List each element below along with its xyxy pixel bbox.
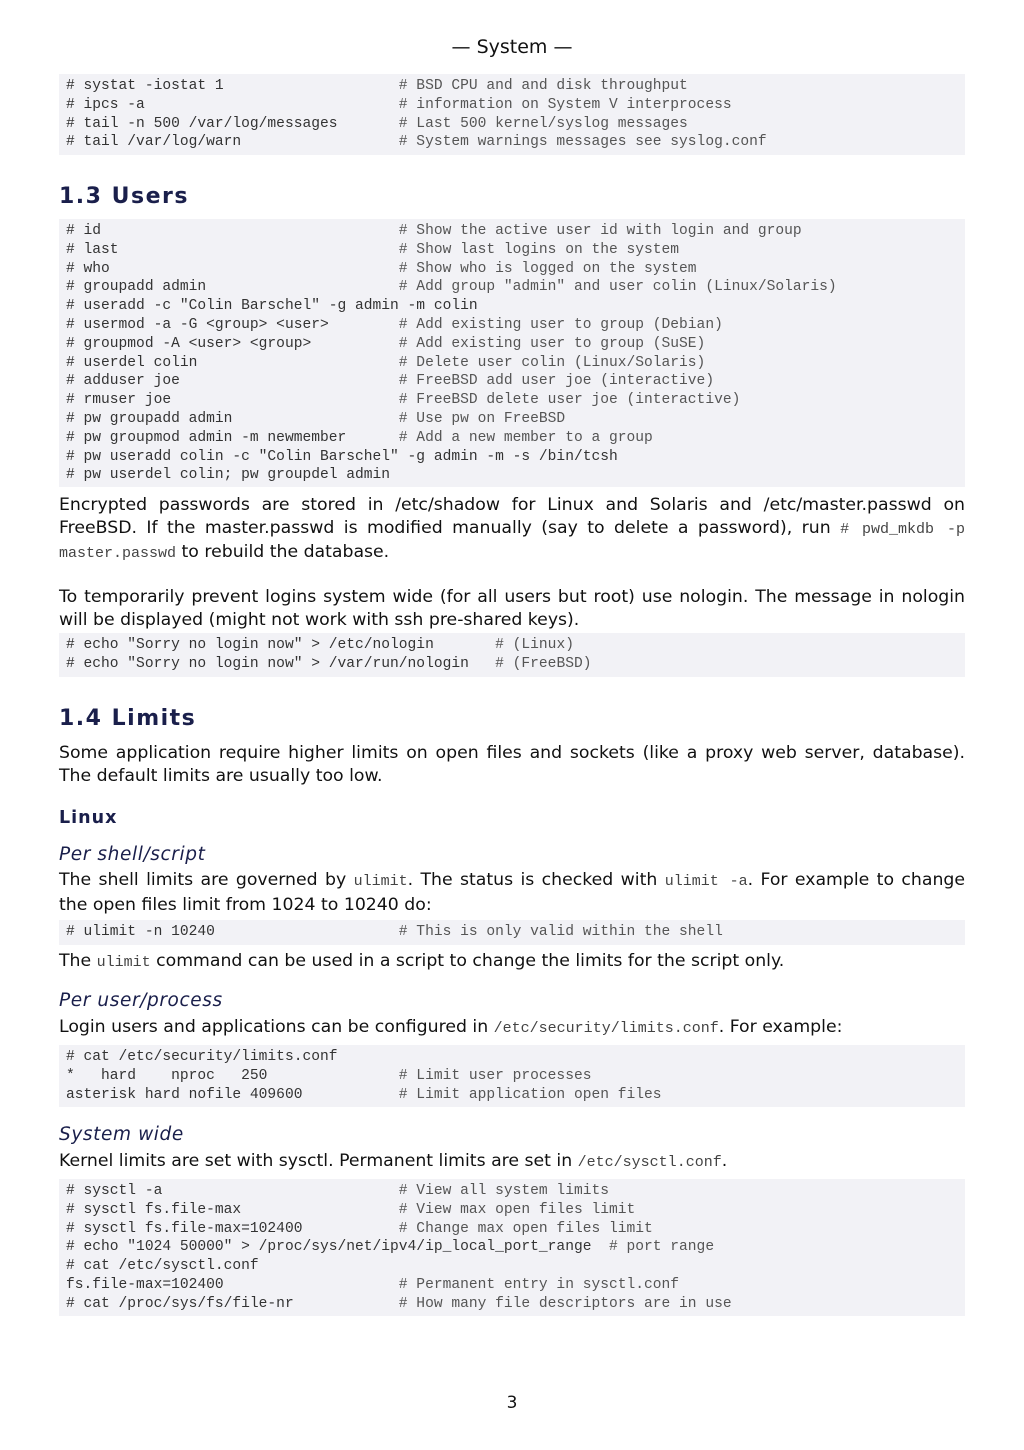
- text-run: . For example to change the open files limit from 1024 to 10240 do:: [59, 870, 965, 915]
- code-line: [66, 1276, 965, 1295]
- code-comment: # View max open files limit: [398, 1201, 636, 1218]
- code-command: # sysctl -a: [66, 1183, 399, 1199]
- section-heading-users: 1.3 Users: [59, 184, 189, 209]
- code-comment: # Add group "admin" and user colin (Linux/Solaris): [398, 279, 837, 296]
- code-command: # echo "1024 50000" > /proc/sys/net/ipv4/ip_local_port_range: [66, 1239, 609, 1256]
- code-line: [66, 1048, 965, 1067]
- subheading-per-user: Per user/process: [59, 990, 223, 1011]
- paragraph-ulimit-script: [59, 950, 965, 975]
- inline-code: /etc/sysctl.conf: [577, 1154, 722, 1171]
- code-line: [66, 260, 965, 279]
- text-run: . For example:: [718, 1017, 843, 1037]
- inline-code: ulimit: [96, 954, 151, 971]
- paragraph-login-limits: [59, 1016, 965, 1041]
- code-comment: # Show last logins on the system: [398, 241, 680, 258]
- code-line: [66, 316, 965, 335]
- code-command: # cat /etc/sysctl.conf: [66, 1258, 259, 1275]
- text-run: The shell limits are governed by: [59, 870, 354, 890]
- code-command: # echo "Sorry no login now" > /etc/nologin: [66, 637, 496, 653]
- text-run: . The status is checked with: [407, 870, 665, 890]
- code-line: [66, 410, 965, 429]
- running-header: — System —: [451, 36, 573, 58]
- code-line: [66, 297, 965, 316]
- code-command: # cat /etc/security/limits.conf: [66, 1049, 338, 1065]
- code-command: # sysctl fs.file-max: [66, 1201, 399, 1218]
- code-line: [66, 636, 965, 655]
- paragraph-encrypted-passwords: [59, 494, 965, 566]
- code-line: [66, 466, 965, 485]
- code-block-ulimit: [59, 920, 965, 945]
- code-line: [66, 372, 965, 391]
- code-line: [66, 115, 965, 134]
- code-line: [66, 96, 965, 115]
- code-command: * hard nproc 250: [66, 1067, 399, 1084]
- code-command: # sysctl fs.file-max=102400: [66, 1220, 399, 1237]
- code-comment: # Add existing user to group (Debian): [398, 316, 723, 333]
- text-run: Kernel limits are set with sysctl. Permanent limits are set in: [59, 1151, 578, 1171]
- code-comment: # information on System V interprocess: [398, 96, 732, 113]
- code-block-nologin: [59, 633, 965, 677]
- code-line: [66, 1067, 965, 1086]
- code-comment: # Limit application open files: [398, 1086, 662, 1103]
- text-run: The: [59, 951, 97, 971]
- code-command: # userdel colin: [66, 354, 399, 371]
- inline-code: /etc/security/limits.conf: [493, 1020, 719, 1037]
- code-comment: # Show who is logged on the system: [398, 260, 697, 277]
- code-line: [66, 278, 965, 297]
- subheading-system-wide: System wide: [59, 1124, 184, 1145]
- code-comment: # Delete user colin (Linux/Solaris): [398, 354, 706, 371]
- code-comment: # Limit user processes: [398, 1067, 592, 1084]
- paragraph-limits-intro: Some application require higher limits on open files and sockets (like a proxy web server, database). The default limits are usually too low.: [59, 743, 965, 786]
- code-command: # usermod -a -G <group> <user>: [66, 316, 399, 333]
- code-comment: # Permanent entry in sysctl.conf: [398, 1276, 680, 1293]
- code-line: [66, 354, 965, 373]
- page-number: 3: [506, 1393, 518, 1413]
- code-comment: # (Linux): [495, 637, 574, 653]
- code-line: [66, 429, 965, 448]
- code-line: [66, 241, 965, 260]
- code-command: # tail /var/log/warn: [66, 134, 399, 151]
- subheading-linux: Linux: [59, 808, 118, 828]
- code-command: # rmuser joe: [66, 392, 399, 409]
- code-line: [66, 335, 965, 354]
- code-line: [66, 1220, 965, 1239]
- code-comment: # port range: [608, 1239, 715, 1256]
- code-line: [66, 1238, 965, 1257]
- code-comment: # Show the active user id with login and group: [398, 223, 802, 239]
- code-comment: # Last 500 kernel/syslog messages: [398, 115, 688, 132]
- code-comment: # How many file descriptors are in use: [398, 1295, 732, 1312]
- code-line: [66, 77, 965, 96]
- code-command: # id: [66, 223, 399, 239]
- code-comment: # Change max open files limit: [398, 1220, 653, 1237]
- code-command: # pw useradd colin -c "Colin Barschel" -g admin -m -s /bin/tcsh: [66, 448, 618, 465]
- code-comment: # This is only valid within the shell: [398, 924, 723, 940]
- code-line: [66, 448, 965, 467]
- code-comment: # Add existing user to group (SuSE): [398, 335, 706, 352]
- inline-code: ulimit: [353, 873, 408, 890]
- code-block-limits-conf: [59, 1045, 965, 1107]
- code-line: [66, 1201, 965, 1220]
- code-line: [66, 391, 965, 410]
- code-block-system: [59, 74, 965, 155]
- code-command: # echo "Sorry no login now" > /var/run/nologin: [66, 655, 496, 672]
- paragraph-nologin: To temporarily prevent logins system wide (for all users but root) use nologin. The message in nologin will be displayed (might not work with ssh pre-shared keys).: [59, 587, 965, 630]
- code-block-sysctl: [59, 1179, 965, 1316]
- code-line: [66, 222, 965, 241]
- inline-code: ulimit -a: [664, 873, 748, 890]
- code-command: # pw groupmod admin -m newmember: [66, 429, 399, 446]
- code-line: [66, 1086, 965, 1105]
- code-line: [66, 1295, 965, 1314]
- code-command: # last: [66, 241, 399, 258]
- code-block-users: [59, 219, 965, 487]
- code-command: # ipcs -a: [66, 96, 399, 113]
- subheading-per-shell: Per shell/script: [59, 844, 206, 865]
- code-comment: # Add a new member to a group: [398, 429, 653, 446]
- code-comment: # BSD CPU and and disk throughput: [398, 78, 688, 94]
- inline-code: # pwd_mkdb -p master.passwd: [59, 520, 965, 562]
- code-comment: # View all system limits: [398, 1183, 609, 1199]
- code-command: # useradd -c "Colin Barschel" -g admin -m colin: [66, 298, 478, 315]
- code-command: # cat /proc/sys/fs/file-nr: [66, 1295, 399, 1312]
- code-command: asterisk hard nofile 409600: [66, 1086, 399, 1103]
- text-run: Login users and applications can be configured in: [59, 1017, 494, 1037]
- code-line: [66, 1182, 965, 1201]
- code-command: # pw groupadd admin: [66, 410, 399, 427]
- section-heading-limits: 1.4 Limits: [59, 706, 197, 731]
- code-line: [66, 1257, 965, 1276]
- text-run: command can be used in a script to change the limits for the script only.: [150, 951, 785, 971]
- code-line: [66, 923, 965, 942]
- code-command: # tail -n 500 /var/log/messages: [66, 115, 399, 132]
- text-run: Encrypted passwords are stored in /etc/shadow for Linux and Solaris and /etc/master.passwd on FreeBSD. If the master.passwd is modified manually (say to delete a password), run: [59, 495, 965, 538]
- code-comment: # (FreeBSD): [495, 655, 592, 672]
- code-command: # who: [66, 260, 399, 277]
- code-command: fs.file-max=102400: [66, 1276, 399, 1293]
- code-command: # adduser joe: [66, 373, 399, 390]
- code-line: [66, 655, 965, 674]
- code-command: # ulimit -n 10240: [66, 924, 399, 940]
- paragraph-kernel-limits: [59, 1150, 965, 1175]
- text-run: to rebuild the database.: [176, 542, 390, 562]
- code-command: # groupadd admin: [66, 279, 399, 296]
- text-run: .: [721, 1151, 728, 1171]
- code-comment: # FreeBSD add user joe (interactive): [398, 373, 715, 390]
- code-comment: # FreeBSD delete user joe (interactive): [398, 392, 741, 409]
- code-command: # pw userdel colin; pw groupdel admin: [66, 467, 391, 484]
- code-comment: # Use pw on FreeBSD: [398, 410, 566, 427]
- code-command: # groupmod -A <user> <group>: [66, 335, 399, 352]
- code-command: # systat -iostat 1: [66, 78, 399, 94]
- code-line: [66, 133, 965, 152]
- paragraph-shell-limits: [59, 869, 965, 916]
- code-comment: # System warnings messages see syslog.conf: [398, 134, 767, 151]
